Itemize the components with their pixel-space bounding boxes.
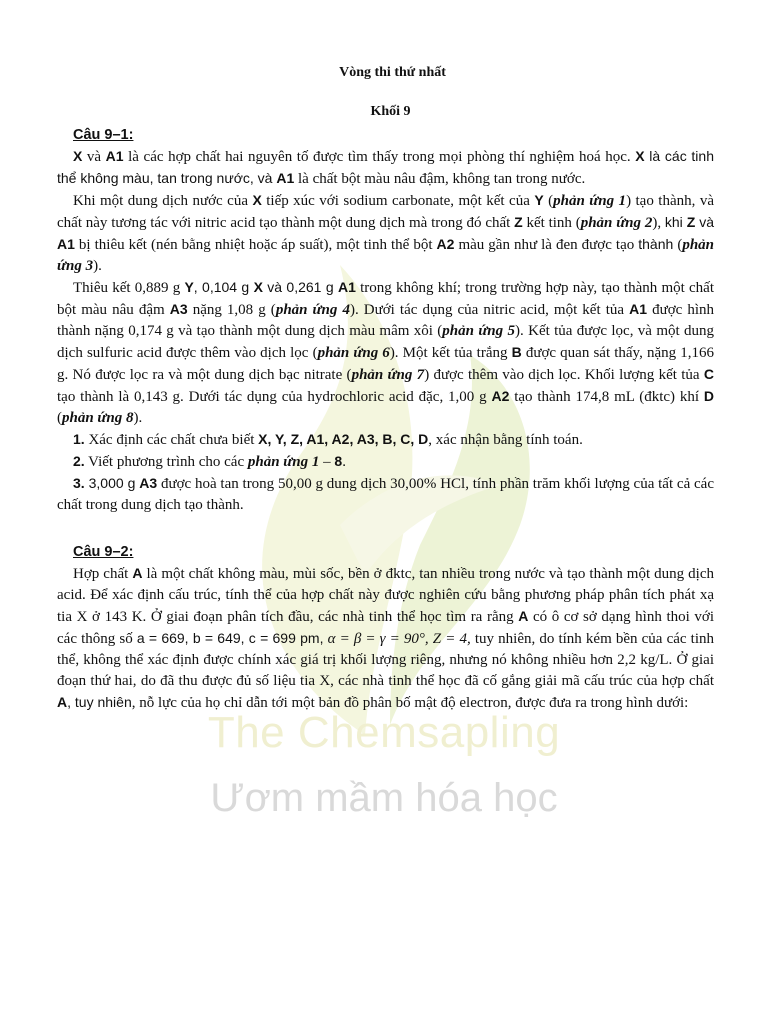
question-1-heading: Câu 9–1: <box>73 127 134 143</box>
q1-task-1: 1. Xác định các chất chưa biết X, Y, Z, A1, A2, A3, B, C, D, xác nhận bằng tính toán. <box>73 431 583 448</box>
watermark-title: The Chemsapling <box>207 708 561 757</box>
watermark-subtitle: Ươm mầm hóa học <box>210 776 558 820</box>
round-title: Vòng thi thứ nhất <box>339 65 446 80</box>
q2-paragraph-1: Hợp chất A là một chất không màu, mùi sốc, bền ở đktc, tan nhiều trong nước và tạo thành một dung dịch acid. Để xác định cấu trúc, tính thể của hợp chất này được nghiên cứu bằng phương pháp phân tích phát xạ tia X ở 143 K. Ở giai đoạn phân tích đầu, các nhà tinh thể học tìm ra rằng A có ô cơ sở dạng hình thoi với các thông số a = 669, b = 649, c = 699 pm, α = β = γ = 90°, Z = 4, tuy nhiên, do tính kém bền của các tinh thể, không thể xác định được chính xác giá trị khối lượng riêng, nhưng nó không nhiều hơn 2,2 kg/L. Ở giai đoạn thứ hai, do đã thu được đủ số liệu tia X, các nhà tinh thể học đã cố gắng giải mã cấu trúc của hợp chất A, tuy nhiên, nỗ lực của họ chỉ dẫn tới một bản đồ phân bố mật độ electron, được đưa ra trong hình dưới: <box>57 565 715 711</box>
grade-title: Khối 9 <box>370 104 411 119</box>
q1-task-3: 3. 3,000 g A3 được hoà tan trong 50,00 g dung dịch 30,00% HCl, tính phần trăm khối lượng của tất cả các chất trong dung dịch tạo thành. <box>57 475 714 513</box>
q1-task-2: 2. Viết phương trình cho các phản ứng 1 – 8. <box>73 453 346 470</box>
document-body <box>57 62 714 714</box>
question-2-heading: Câu 9–2: <box>73 544 134 560</box>
q1-paragraph-3: Thiêu kết 0,889 g Y, 0,104 g X và 0,261 g A1 trong không khí; trong trường hợp này, tạo thành một chất bột màu nâu đậm A3 nặng 1,08 g (phản ứng 4). Dưới tác dụng của nitric acid, một kết tủa A1 được hình thành nặng 0,174 g và tạo thành một dung dịch màu mâm xôi (phản ứng 5). Kết tủa được lọc, và một dung dịch sulfuric acid được thêm vào dịch lọc (phản ứng 6). Một kết tủa trắng B được quan sát thấy, nặng 1,166 g. Nó được lọc ra và một dung dịch bạc nitrate (phản ứng 7) được thêm vào dịch lọc. Khối lượng kết tủa C tạo thành là 0,143 g. Dưới tác dụng của hydrochloric acid đặc, 1,00 g A2 tạo thành 174,8 mL (đktc) khí D (phản ứng 8). <box>57 279 715 426</box>
q1-paragraph-1: X và A1 là các hợp chất hai nguyên tố được tìm thấy trong mọi phòng thí nghiệm hoá học. X là các tinh thể không màu, tan trong nước, và A1 là chất bột màu nâu đậm, không tan trong nước. <box>57 148 714 187</box>
q1-paragraph-2: Khi một dung dịch nước của X tiếp xúc với sodium carbonate, một kết của Y (phản ứng 1) tạo thành, và chất này tương tác với nitric acid tạo thành một dung dịch mà trong đó chất Z kết tinh (phản ứng 2), khi Z và A1 bị thiêu kết (nén bằng nhiệt hoặc áp suất), một tinh thể bột A2 màu gần như là đen được tạo thành (phản ứng 3). <box>57 192 715 274</box>
